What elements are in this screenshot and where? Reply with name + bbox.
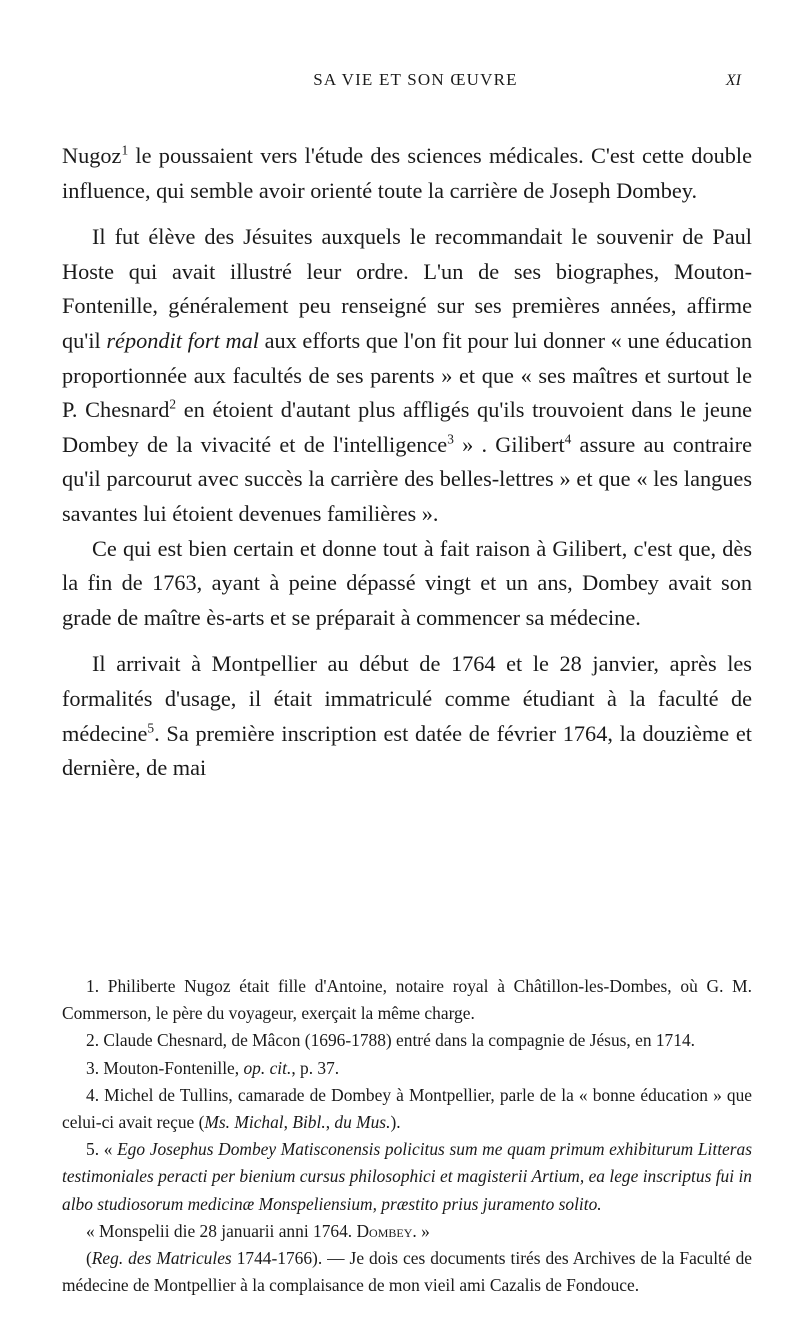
footnote-2: 2. Claude Chesnard, de Mâcon (1696-1788) entré dans la compagnie de Jésus, en 1714. — [86, 1030, 695, 1051]
running-title: SA VIE ET SON ŒUVRE — [313, 70, 518, 89]
paragraph-4: Il arrivait à Montpellier au début de 1764 et le 28 janvier, après les formalités d'usage, il était immatriculé comme étudiant à la faculté de médecine$^5$. Sa première inscription est datée de février 1764, la douzième et dernière, de mai — [62, 651, 752, 781]
footnote-1: 1. Philiberte Nugoz était fille d'Antoine, notaire royal à Châtillon-les-Dombes, où G. M. Commerson, le père du voyageur, exerçait la même charge. — [62, 976, 752, 1024]
footnote-ref-3: 3 — [447, 431, 454, 447]
footnote-ref-1: 1 — [121, 142, 129, 158]
footnote-ref-5: 5 — [147, 720, 155, 736]
page-header — [0, 70, 801, 100]
paragraph-3: Ce qui est bien certain et donne tout à fait raison à Gilibert, c'est que, dès la fin de 1763, ayant à peine dépassé vingt et un ans, Dombey avait son grade de maître ès-arts et se préparait à commencer sa médecine. — [62, 535, 752, 630]
footnote-ref-2: 2 — [169, 396, 177, 412]
footnote-ref-4: 4 — [564, 431, 572, 447]
footnote-5: 5. « Ego Josephus Dombey Matisconensis policitus sum me quam primum exhibiturum Litteras testimoniales peracti per bienium cursus philosophici et magisterii Artium, ea lege inscriptus fui in albo studiosorum medicinæ Monspeliensium, præstito prius juramento solito. — [62, 1139, 752, 1214]
footnote-3: 3. Mouton-Fontenille, op. cit., p. 37. — [86, 1057, 340, 1078]
page-number: XI — [725, 72, 741, 89]
footnote-5-source: (Reg. des Matricules 1744-1766). — Je dois ces documents tirés des Archives de la Faculté de médecine de Montpellier à la complaisance de mon vieil ami Cazalis de Fondouce. — [62, 1248, 753, 1296]
paragraph-1: Nugoz$^1$ le poussaient vers l'étude des sciences médicales. C'est cette double influence, qui semble avoir orienté toute la carrière de Joseph Dombey. — [62, 142, 752, 203]
footnote-5-signature: « Monspelii die 28 januarii anni 1764. Dombey. » — [86, 1220, 430, 1241]
footnotes — [62, 973, 752, 1299]
footnote-4: 4. Michel de Tullins, camarade de Dombey à Montpellier, parle de la « bonne éducation » que celui-ci avait reçue (Ms. Michal, Bibl., du Mus.). — [62, 1084, 752, 1133]
main-text — [62, 139, 752, 786]
paragraph-2: Il fut élève des Jésuites auxquels le recommandait le souvenir de Paul Hoste qui avait illustré leur ordre. L'un de ses biographes, Mouton-Fontenille, généralement peu renseigné sur ses premières années, affirme qu'il répondit fort mal aux efforts que l'on fit pour lui donner « une éducation proportionnée aux facultés de ses parents » et que « ses maîtres et surtout le P. Chesnard$^2$ en étoient d'autant plus affligés qu'ils trouvoient dans le jeune Dombey de la vivacité et de l'intelligence$^3$ » . Gilibert$^4$ assure au contraire qu'il parcourut avec succès la carrière des belles-lettres » et que « les langues savantes lui étoient devenues familières ». — [62, 224, 753, 526]
